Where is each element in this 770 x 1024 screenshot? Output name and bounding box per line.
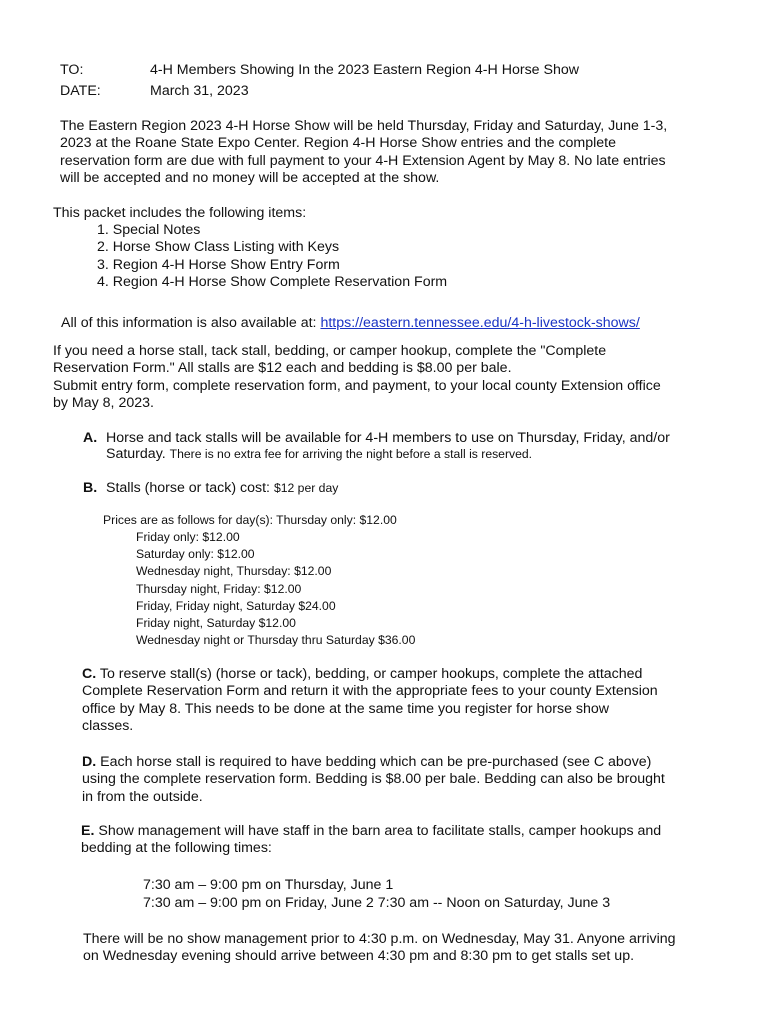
- list-item: [97, 257, 447, 274]
- price-item: Wednesday night or Thursday thru Saturday $36.00: [136, 633, 416, 648]
- section-e-line: bedding at the following times:: [81, 840, 272, 857]
- price-item: Thursday night, Friday: $12.00: [136, 581, 302, 596]
- website-link[interactable]: https://eastern.tennessee.edu/4-h-livestock-shows/: [320, 315, 640, 331]
- stall-info-line: Submit entry form, complete reservation form, and payment, to your local county Extension office: [53, 377, 661, 394]
- section-c-line: office by May 8. This needs to be done at the same time you register for horse show: [82, 700, 610, 717]
- section-c-text: To reserve stall(s) (horse or tack), bedding, or camper hookups, complete the attached: [99, 666, 643, 682]
- section-c: [82, 666, 658, 735]
- intro-paragraph: [60, 118, 667, 187]
- price-item: Wednesday night, Thursday: $12.00: [136, 564, 332, 579]
- packet-list: [97, 222, 447, 291]
- list-number: 3.: [97, 256, 109, 273]
- closing-line: There will be no show management prior to 4:30 p.m. on Wednesday, May 31. Anyone arriving: [83, 931, 676, 947]
- price-item: Friday night, Saturday $12.00: [136, 616, 296, 631]
- stall-info-paragraph: [53, 343, 661, 412]
- section-c-letter: C.: [82, 666, 97, 682]
- time-item: 7:30 am – 9:00 pm on Thursday, June 1: [143, 877, 394, 893]
- stall-info-line: by May 8, 2023.: [53, 394, 154, 411]
- packet-heading: This packet includes the following items:: [53, 205, 307, 221]
- intro-line: reservation form are due with full payment to your 4-H Extension Agent by May 8. No late entries: [60, 152, 666, 169]
- list-item: [97, 222, 447, 239]
- section-a-line1: Horse and tack stalls will be available for 4-H members to use on Thursday, Friday, and/or: [106, 430, 670, 446]
- list-text: Region 4-H Horse Show Entry Form: [112, 256, 340, 273]
- section-d: [82, 754, 665, 806]
- section-d-letter: D.: [82, 754, 97, 770]
- price-item: Friday only: $12.00: [136, 530, 240, 544]
- intro-line: will be accepted and no money will be accepted at the show.: [60, 169, 440, 186]
- intro-line: 2023 at the Roane State Expo Center. Region 4-H Horse Show entries and the complete: [60, 135, 617, 152]
- stall-info-line: If you need a horse stall, tack stall, bedding, or camper hookup, complete the "Complete: [53, 343, 607, 359]
- time-item: 7:30 am – 9:00 pm on Friday, June 2 7:30 am -- Noon on Saturday, June 3: [143, 895, 611, 911]
- stall-info-line: Reservation Form." All stalls are $12 each and bedding is $8.00 per bale.: [53, 360, 512, 377]
- date-label: DATE:: [60, 83, 101, 99]
- list-number: 2.: [97, 239, 109, 256]
- price-item: Friday, Friday night, Saturday $24.00: [136, 598, 336, 613]
- list-item: [97, 239, 447, 256]
- intro-line: The Eastern Region 2023 4-H Horse Show will be held Thursday, Friday and Saturday, June 1-3,: [60, 118, 668, 134]
- list-text: Horse Show Class Listing with Keys: [112, 239, 340, 256]
- list-item: [97, 274, 447, 291]
- section-e-text: Show management will have staff in the barn area to facilitate stalls, camper hookups and: [98, 823, 662, 839]
- prices-intro: Prices are as follows for day(s): Thursday only: $12.00: [103, 513, 397, 527]
- section-e-letter: E.: [81, 823, 95, 839]
- section-d-line: [82, 754, 665, 771]
- date-value: March 31, 2023: [150, 83, 249, 99]
- section-d-line: using the complete reservation form. Bedding is $8.00 per bale. Bedding can also be brought: [82, 771, 665, 788]
- section-a-saturday: Saturday.: [106, 446, 166, 462]
- list-text: Special Notes: [112, 222, 201, 238]
- availability-line: [61, 315, 640, 332]
- section-b-line: [106, 480, 338, 497]
- section-b-letter: B.: [83, 480, 98, 496]
- times-list: [143, 876, 610, 912]
- section-a-note: There is no extra fee for arriving the night before a stall is reserved.: [169, 447, 533, 461]
- closing-paragraph: [83, 931, 676, 966]
- section-e-line: [81, 823, 661, 840]
- section-e: [81, 823, 661, 858]
- list-text: Region 4-H Horse Show Complete Reservation Form: [112, 273, 448, 290]
- section-b-text: Stalls (horse or tack) cost:: [106, 480, 270, 496]
- section-a-letter: A.: [83, 430, 98, 446]
- section-c-line: classes.: [82, 717, 134, 734]
- section-a-line2: [106, 446, 532, 463]
- availability-text: All of this information is also available at:: [61, 315, 317, 331]
- list-number: 4.: [97, 273, 109, 290]
- prices-list: [136, 529, 415, 649]
- to-label: TO:: [60, 62, 84, 78]
- section-b-cost: $12 per day: [273, 481, 339, 495]
- section-c-line: [82, 666, 658, 683]
- section-d-text: Each horse stall is required to have bedding which can be pre-purchased (see C above): [100, 754, 652, 770]
- list-number: 1.: [97, 222, 109, 238]
- closing-line: on Wednesday evening should arrive between 4:30 pm and 8:30 pm to get stalls set up.: [83, 948, 635, 965]
- to-value: 4-H Members Showing In the 2023 Eastern Region 4-H Horse Show: [150, 62, 579, 78]
- section-d-line: in from the outside.: [82, 788, 203, 805]
- price-item: Saturday only: $12.00: [136, 547, 255, 562]
- section-c-line: Complete Reservation Form and return it with the appropriate fees to your county Extension: [82, 683, 658, 700]
